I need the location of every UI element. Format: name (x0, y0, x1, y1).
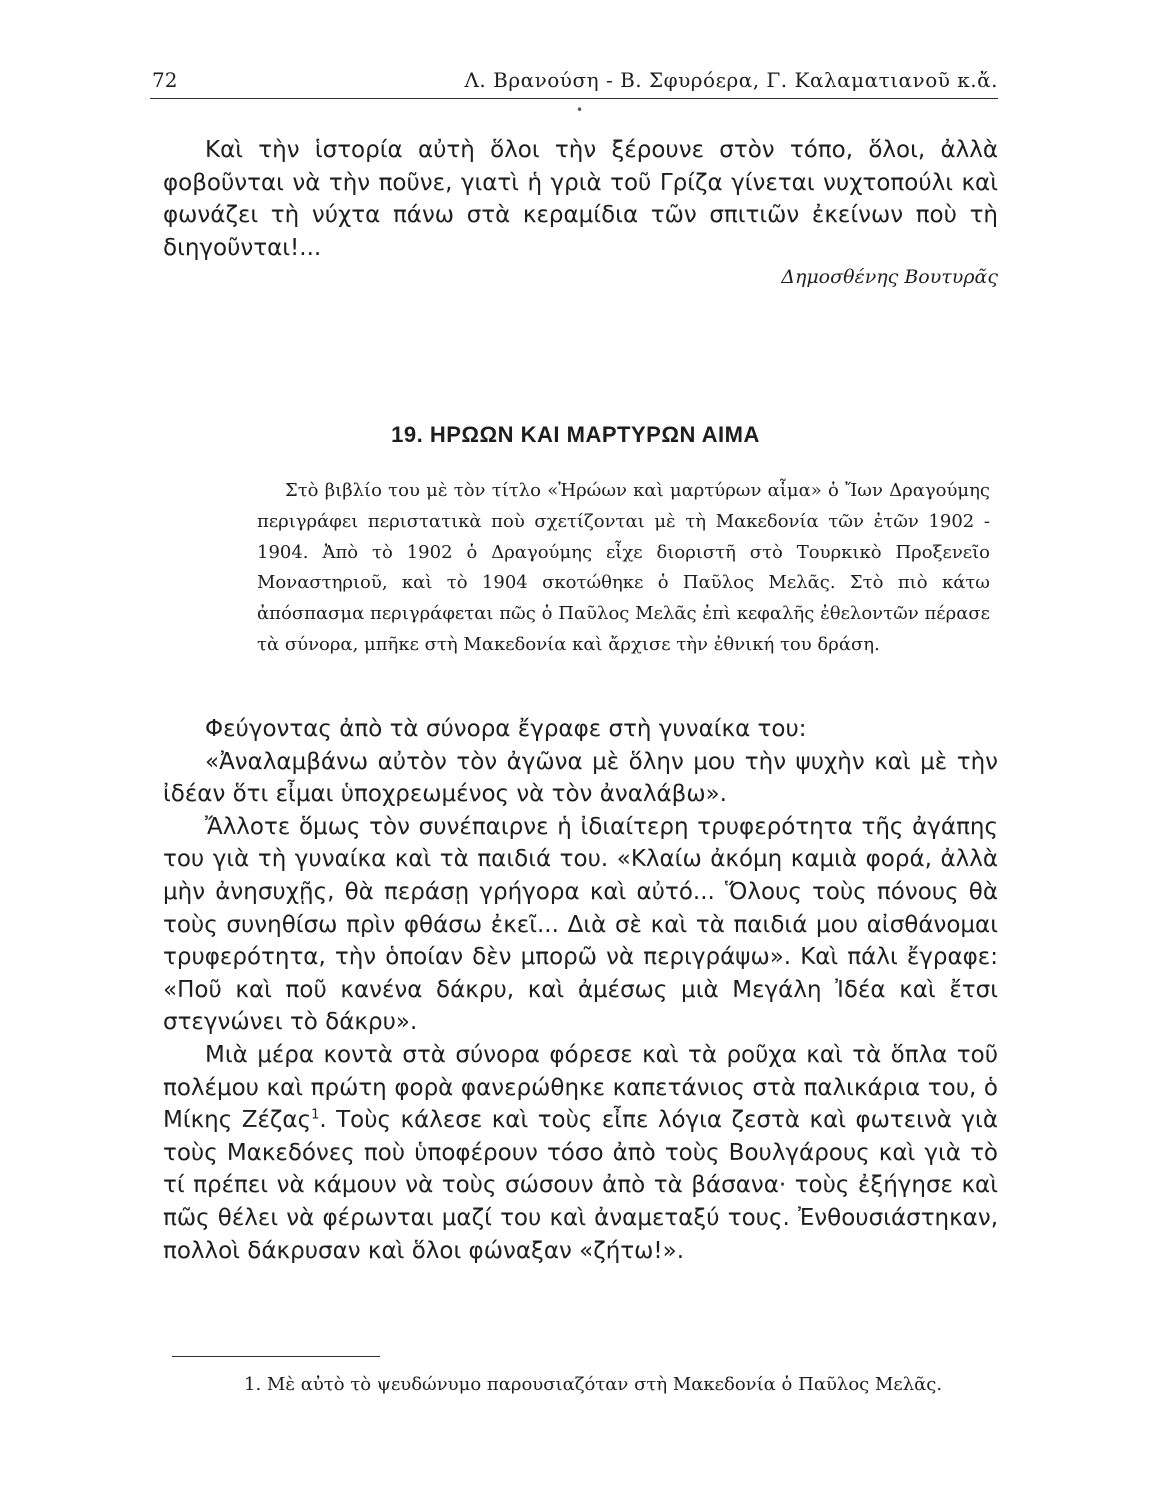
paragraph-4-part-1: Μιὰ μέρα κοντὰ στὰ σύνορα φόρεσε καὶ τὰ ροῦχα καὶ τὰ ὅπλα τοῦ πολέμου καὶ πρώτη φορὰ φανερώθηκε καπετάνιος στὰ παλικάρια του, ὁ Μίκης Ζέζας (163, 1041, 998, 1134)
running-title: Λ. Βρανούση - Β. Σφυρόερα, Γ. Καλαματιανοῦ κ.ἄ. (464, 68, 998, 92)
section-intro: Στὸ βιβλίο του μὲ τὸν τίτλο «Ἡρώων καὶ μαρτύρων αἷμα» ὁ Ἴων Δραγούμης περιγράφει περιστατικὰ ποὺ σχετίζονται μὲ τὴ Μακεδονία τῶν ἐτῶν 1902 - 1904. Ἀπὸ τὸ 1902 ὁ Δραγούμης εἶχε διοριστῆ στὸ Τουρκικὸ Προξενεῖο Μοναστηριοῦ, καὶ τὸ 1904 σκοτώθηκε ὁ Παῦλος Μελᾶς. Στὸ πιὸ κάτω ἀπόσπασμα περιγράφεται πῶς ὁ Παῦλος Μελᾶς ἐπὶ κεφαλῆς ἐθελοντῶν πέρασε τὰ σύνορα, μπῆκε στὴ Μακεδονία καὶ ἄρχισε τὴν ἐθνική του δράση. (257, 480, 990, 655)
story-ending (163, 134, 998, 264)
paragraph-4-part-2: . Τοὺς κάλεσε καὶ τοὺς εἶπε λόγια ζεστὰ καὶ φωτεινὰ γιὰ τοὺς Μακεδόνες ποὺ ὑποφέρουν τόσο ἀπὸ τοὺς Βουλγάρους καὶ γιὰ τὸ τί πρέπει νὰ κάμουν νὰ τοὺς σώσουν ἀπὸ τὰ βάσανα· τοὺς ἐξήγησε καὶ πῶς θέλει νὰ φέρωνται μαζί του καὶ ἀναμεταξύ τους. Ἐνθουσιάστηκαν, πολλοὶ δάκρυσαν καὶ ὅλοι φώναξαν «ζήτω!». (163, 1107, 998, 1264)
page-number: 72 (152, 68, 178, 92)
paragraph-3: Ἄλλοτε ὅμως τὸν συνέπαιρνε ἡ ἰδιαίτερη τρυφερότητα τῆς ἀγάπης του γιὰ τὴ γυναίκα καὶ τὰ παιδιά του. «Κλαίω ἀκόμη καμιὰ φορά, ἀλλὰ μὴν ἀνησυχῇς, θὰ περάσῃ γρήγορα καὶ αὐτό... Ὅλους τοὺς πόνους θὰ τοὺς συνηθίσω πρὶν φθάσω ἐκεῖ... Διὰ σὲ καὶ τὰ παιδιά μου αἰσθάνομαι τρυφερότητα, τὴν ὁποίαν δὲν μπορῶ νὰ περιγράψω». Καὶ πάλι ἔγραφε: «Ποῦ καὶ ποῦ κανένα δάκρυ, καὶ ἀμέσως μιὰ Μεγάλη Ἰδέα καὶ ἔτσι στεγνώνει τὸ δάκρυ». (163, 813, 998, 1036)
running-head (150, 66, 998, 99)
story-ending-paragraph: Καὶ τὴν ἱστορία αὐτὴ ὅλοι τὴν ξέρουνε στὸν τόπο, ὅλοι, ἀλλὰ φοβοῦνται νὰ τὴν ποῦνε, γιατὶ ἡ γριὰ τοῦ Γρίζα γίνεται νυχτοπούλι καὶ φωνάζει τὴ νύχτα πάνω στὰ κεραμίδια τῶν σπιτιῶν ἐκείνων ποὺ τὴ διηγοῦνται!... (163, 137, 998, 261)
paragraph-2: «Ἀναλαμβάνω αὐτὸν τὸν ἀγῶνα μὲ ὅλην μου τὴν ψυχὴν καὶ μὲ τὴν ἰδέαν ὅτι εἶμαι ὑποχρεωμένος νὰ τὸν ἀναλάβω». (163, 748, 998, 808)
paragraph-1: Φεύγοντας ἀπὸ τὰ σύνορα ἔγραφε στὴ γυναίκα του: (205, 716, 807, 742)
footnote: 1. Μὲ αὐτὸ τὸ ψευδώνυμο παρουσιαζόταν στὴ Μακεδονία ὁ Παῦλος Μελᾶς. (244, 1374, 943, 1395)
footnote-divider (172, 1356, 380, 1357)
paragraph-4 (163, 1039, 998, 1267)
ornament-dot-icon: • (576, 103, 584, 117)
footnote-reference: 1 (311, 1107, 320, 1123)
main-text (163, 713, 998, 1267)
section-heading: 19. ΗΡΩΩΝ ΚΑΙ ΜΑΡΤΥΡΩΝ ΑΙΜΑ (391, 422, 760, 447)
author-signature: Δημοσθένης Βουτυρᾶς (781, 266, 998, 288)
